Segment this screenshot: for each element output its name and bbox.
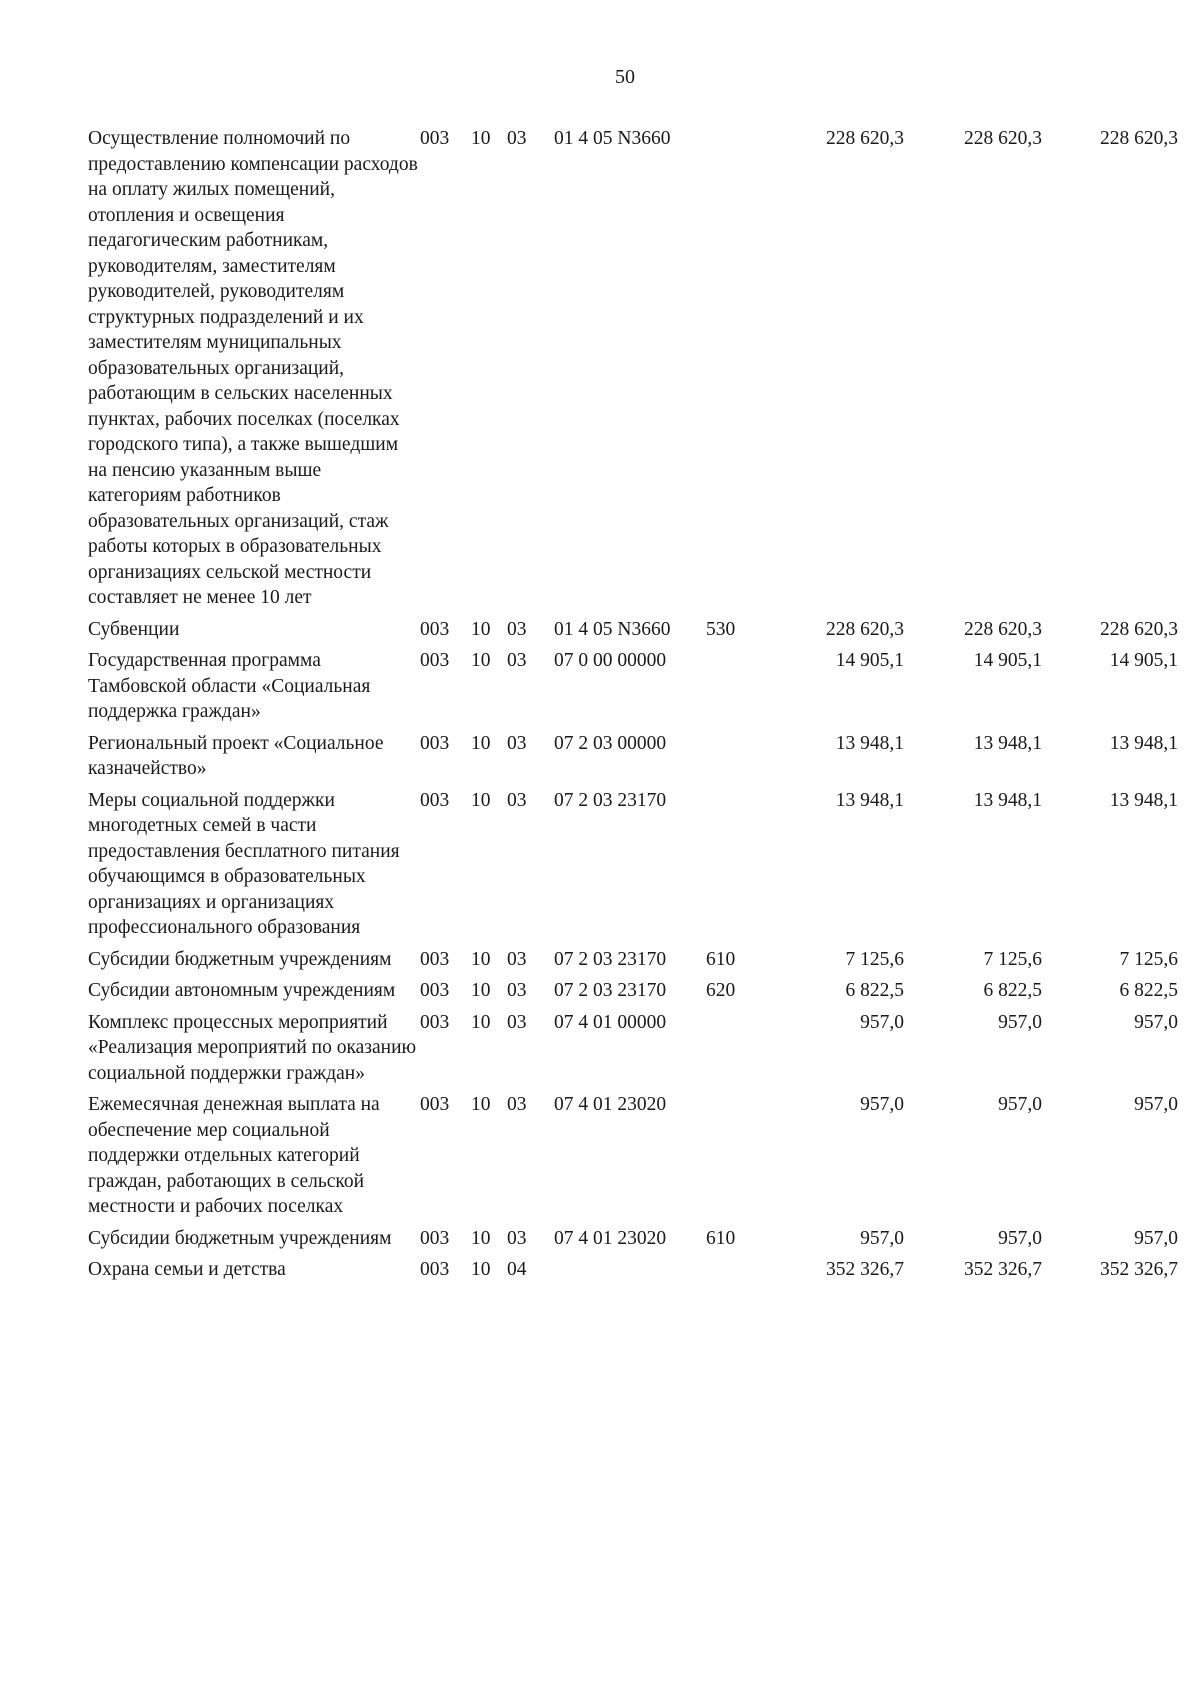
row-section-code: 10 — [471, 948, 491, 970]
row-subsection-code: 03 — [507, 948, 527, 970]
row-sum-year-1: 352 326,7 — [826, 1259, 904, 1280]
row-expense-type: 620 — [706, 980, 736, 1001]
row-ministry-code: 003 — [420, 1011, 450, 1033]
row-target-code: 07 4 01 00000 — [554, 1011, 667, 1033]
row-target-code: 07 4 01 23020 — [554, 1094, 667, 1115]
row-section-code: 10 — [471, 732, 491, 754]
row-sum-year-2: 13 948,1 — [973, 732, 1042, 754]
row-sum-year-3: 13 948,1 — [1109, 789, 1178, 811]
table-row — [88, 1257, 1178, 1283]
row-expense-type: 610 — [706, 948, 736, 970]
row-name: Ежемесячная денежная выплата на обеспечение мер социальной поддержки отдельных категорий граждан, работающих в сельской местности и рабочих поселках — [88, 1094, 380, 1217]
row-sum-year-3: 957,0 — [1134, 1094, 1178, 1115]
table-row — [88, 788, 1178, 941]
table-row — [88, 1092, 1178, 1220]
row-target-code: 01 4 05 N3660 — [554, 128, 671, 149]
row-name: Региональный проект «Социальное казначейство» — [88, 732, 384, 779]
row-target-code: 07 2 03 23170 — [554, 789, 667, 811]
row-sum-year-3: 228 620,3 — [1100, 128, 1178, 149]
table-row — [88, 731, 1178, 782]
row-target-code: 07 2 03 00000 — [554, 732, 667, 754]
row-subsection-code: 03 — [507, 732, 527, 754]
row-sum-year-3: 957,0 — [1134, 1011, 1178, 1033]
row-sum-year-3: 7 125,6 — [1119, 948, 1178, 970]
row-target-code: 07 2 03 23170 — [554, 980, 667, 1001]
row-ministry-code: 003 — [420, 618, 450, 640]
budget-table — [88, 126, 1178, 1283]
row-subsection-code: 03 — [507, 1094, 527, 1115]
row-sum-year-3: 14 905,1 — [1109, 650, 1178, 671]
row-name: Осуществление полномочий по предоставлению компенсации расходов на оплату жилых помещений, отопления и освещения педагогическим работникам, руководителям, заместителям руководителей, руководителям структурных подразделений и их заместителям муниципальных образовательных организаций, работающим в сельских населенных пунктах, рабочих поселках (поселках городского типа), а также вышедшим на пенсию указанным выше категориям работников образовательных организаций, стаж работы которых в образовательных организациях сельской местности составляет не менее 10 лет — [88, 128, 418, 608]
row-sum-year-1: 957,0 — [860, 1227, 904, 1249]
row-ministry-code: 003 — [420, 128, 450, 149]
row-section-code: 10 — [471, 980, 491, 1001]
row-sum-year-1: 13 948,1 — [835, 732, 904, 754]
table-row — [88, 126, 1178, 611]
row-subsection-code: 03 — [507, 980, 527, 1001]
row-expense-type: 610 — [706, 1227, 736, 1249]
row-sum-year-2: 13 948,1 — [973, 789, 1042, 811]
row-name: Субсидии автономным учреждениям — [88, 980, 396, 1001]
row-name: Государственная программа Тамбовской области «Социальная поддержка граждан» — [88, 650, 371, 722]
row-subsection-code: 03 — [507, 1227, 527, 1249]
row-name: Охрана семьи и детства — [88, 1259, 286, 1280]
row-section-code: 10 — [471, 650, 491, 671]
row-sum-year-2: 957,0 — [998, 1227, 1042, 1249]
row-section-code: 10 — [471, 789, 491, 811]
row-subsection-code: 03 — [507, 618, 527, 640]
row-section-code: 10 — [471, 1011, 491, 1033]
row-section-code: 10 — [471, 1259, 491, 1280]
row-section-code: 10 — [471, 618, 491, 640]
row-subsection-code: 03 — [507, 650, 527, 671]
row-target-code: 01 4 05 N3660 — [554, 618, 671, 640]
row-sum-year-2: 957,0 — [998, 1011, 1042, 1033]
row-name: Субсидии бюджетным учреждениям — [88, 948, 392, 970]
table-row — [88, 1226, 1178, 1252]
row-sum-year-1: 7 125,6 — [845, 948, 904, 970]
row-section-code: 10 — [471, 1094, 491, 1115]
row-sum-year-3: 957,0 — [1134, 1227, 1178, 1249]
row-sum-year-1: 957,0 — [860, 1094, 904, 1115]
row-target-code: 07 2 03 23170 — [554, 948, 667, 970]
row-target-code: 07 0 00 00000 — [554, 650, 667, 671]
row-subsection-code: 03 — [507, 128, 527, 149]
row-sum-year-2: 6 822,5 — [983, 980, 1042, 1001]
row-ministry-code: 003 — [420, 732, 450, 754]
row-subsection-code: 03 — [507, 1011, 527, 1033]
row-sum-year-2: 957,0 — [998, 1094, 1042, 1115]
table-row — [88, 978, 1178, 1004]
table-row — [88, 617, 1178, 643]
table-row — [88, 648, 1178, 725]
row-expense-type: 530 — [706, 618, 736, 640]
row-name: Комплекс процессных мероприятий «Реализация мероприятий по оказанию социальной поддержки граждан» — [88, 1011, 417, 1084]
row-sum-year-1: 6 822,5 — [845, 980, 904, 1001]
row-target-code: 07 4 01 23020 — [554, 1227, 667, 1249]
row-ministry-code: 003 — [420, 650, 450, 671]
row-sum-year-1: 228 620,3 — [826, 618, 904, 640]
row-sum-year-3: 6 822,5 — [1119, 980, 1178, 1001]
row-sum-year-1: 228 620,3 — [826, 128, 904, 149]
row-sum-year-2: 352 326,7 — [964, 1259, 1042, 1280]
row-sum-year-1: 14 905,1 — [835, 650, 904, 671]
row-sum-year-2: 7 125,6 — [983, 948, 1042, 970]
row-sum-year-2: 14 905,1 — [973, 650, 1042, 671]
row-name: Субвенции — [88, 618, 180, 640]
row-sum-year-3: 352 326,7 — [1100, 1259, 1178, 1280]
page-number: 50 — [615, 66, 635, 88]
row-section-code: 10 — [471, 128, 491, 149]
row-ministry-code: 003 — [420, 1094, 450, 1115]
row-sum-year-3: 228 620,3 — [1100, 618, 1178, 640]
table-row — [88, 947, 1178, 973]
row-ministry-code: 003 — [420, 1259, 450, 1280]
row-ministry-code: 003 — [420, 948, 450, 970]
row-section-code: 10 — [471, 1227, 491, 1249]
row-subsection-code: 04 — [507, 1259, 527, 1280]
row-ministry-code: 003 — [420, 789, 450, 811]
table-row — [88, 1010, 1178, 1087]
row-sum-year-1: 13 948,1 — [835, 789, 904, 811]
row-sum-year-2: 228 620,3 — [964, 618, 1042, 640]
row-name: Меры социальной поддержки многодетных семей в части предоставления бесплатного питания обучающимся в образовательных организациях и организациях профессионального образования — [88, 789, 400, 938]
row-sum-year-1: 957,0 — [860, 1011, 904, 1033]
row-sum-year-3: 13 948,1 — [1109, 732, 1178, 754]
row-subsection-code: 03 — [507, 789, 527, 811]
row-name: Субсидии бюджетным учреждениям — [88, 1227, 392, 1249]
row-ministry-code: 003 — [420, 1227, 450, 1249]
row-sum-year-2: 228 620,3 — [964, 128, 1042, 149]
row-ministry-code: 003 — [420, 980, 450, 1001]
